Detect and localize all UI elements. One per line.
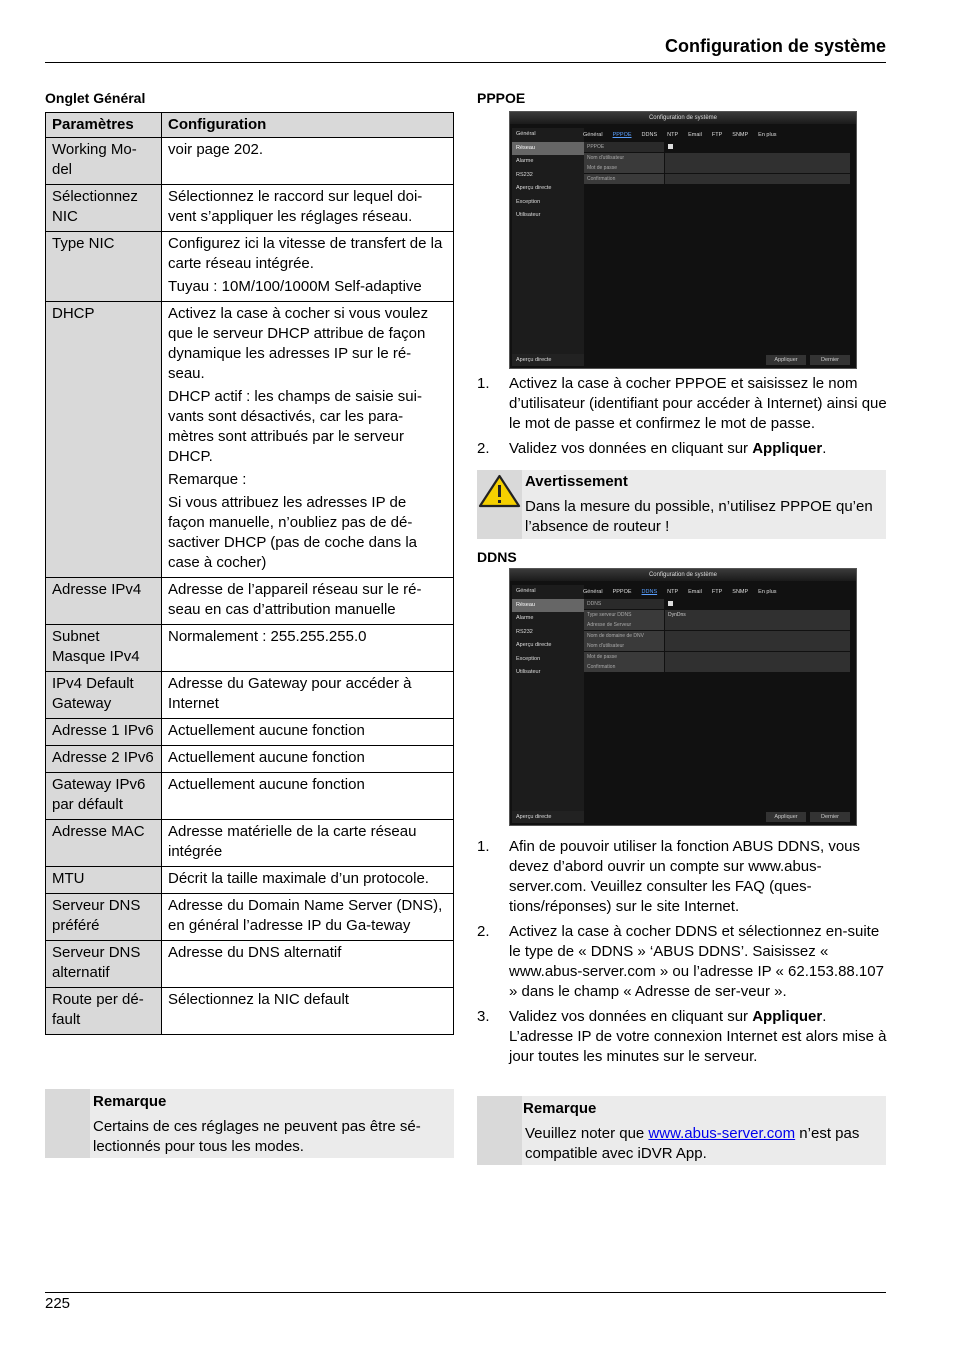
configuration-paragraph: Si vous attribuez les adresses IP de façon manuelle, n’oubliez pas de dé-sactiver DHCP (pas de coche dans la case à cocher): [168, 494, 418, 571]
screen-tab[interactable]: En plus: [758, 589, 777, 595]
parameter-cell: Adresse MAC: [46, 820, 162, 867]
form-label: Mot de passe: [584, 652, 664, 662]
form-field[interactable]: DynDns: [665, 610, 850, 620]
form-label: Nom d'utilisateur: [584, 153, 664, 163]
screen-tabs: [578, 586, 850, 598]
configuration-cell: [162, 185, 454, 232]
configuration-cell: [162, 232, 454, 302]
configuration-paragraph: DHCP actif : les champs de saisie sui-vants sont désactivés, car les para-mètres sont attribués par le serveur DHCP.: [168, 388, 422, 465]
screen-tab[interactable]: Général: [583, 132, 603, 138]
live-view-button[interactable]: Aperçu directe: [512, 354, 584, 366]
parameter-cell: Sélectionnez NIC: [46, 185, 162, 232]
form-field[interactable]: [665, 652, 850, 662]
configuration-cell: [162, 894, 454, 941]
right-note-text-post: n’est pas compatible avec iDVR App.: [525, 1125, 860, 1162]
sidebar-item[interactable]: Réseau: [512, 142, 584, 156]
configuration-paragraph: Sélectionnez le raccord sur lequel doi-vent s’appliquer les réglages réseau.: [168, 188, 423, 225]
screen-form: [584, 142, 850, 184]
header-rule: [45, 62, 886, 63]
enable-checkbox[interactable]: [668, 601, 673, 606]
table-row: [46, 894, 454, 941]
table-row: [46, 820, 454, 867]
form-row: [584, 142, 850, 152]
screen-tab[interactable]: FTP: [711, 589, 723, 595]
configuration-paragraph: Adresse du DNS alternatif: [168, 944, 342, 961]
back-button[interactable]: Dernier: [810, 812, 850, 822]
general-tab-heading: Onglet Général: [45, 90, 146, 106]
form-row: [584, 631, 850, 641]
step-text: Validez vos données en cliquant sur: [509, 1008, 753, 1025]
sidebar-item[interactable]: Alarme: [516, 158, 534, 164]
step-number: 3.: [477, 1008, 490, 1025]
form-field[interactable]: [665, 174, 850, 184]
form-field[interactable]: [665, 153, 850, 163]
apply-button[interactable]: Appliquer: [766, 355, 806, 365]
warning-box: [477, 470, 886, 539]
step-emphasis: Appliquer: [752, 1008, 823, 1025]
form-row: [584, 620, 850, 630]
screen-tab[interactable]: DDNS: [641, 132, 658, 138]
sidebar-item[interactable]: RS232: [516, 171, 533, 178]
parameter-cell: Adresse 2 IPv6: [46, 746, 162, 773]
live-view-button[interactable]: Aperçu directe: [512, 811, 584, 823]
configuration-cell: [162, 138, 454, 185]
form-label: Nom de domaine de DNV: [584, 631, 664, 641]
parameter-cell: Serveur DNS préféré: [46, 894, 162, 941]
configuration-cell: [162, 820, 454, 867]
sidebar-item[interactable]: Exception: [516, 655, 541, 662]
table-row: [46, 625, 454, 672]
right-note-box: [477, 1096, 886, 1165]
list-item: [477, 837, 887, 917]
step-number: 1.: [477, 375, 490, 392]
form-label: Confirmation: [584, 662, 664, 672]
table-row: [46, 988, 454, 1035]
configuration-paragraph: Sélectionnez la NIC default: [168, 991, 349, 1008]
form-checkbox-cell[interactable]: [665, 599, 850, 609]
sidebar-item[interactable]: Exception: [516, 198, 541, 205]
step-text: Activez la case à cocher PPPOE et saisissez le nom d’utilisateur (identifiant pour accéder à Internet) ainsi que le mot de passe et confirmez le mot de passe.: [509, 375, 887, 432]
sidebar-item[interactable]: RS232: [516, 628, 533, 635]
col-header-parameters: Paramètres: [46, 113, 162, 138]
right-note-text: [523, 1124, 878, 1164]
step-number: 2.: [477, 923, 490, 940]
form-field[interactable]: [665, 631, 850, 641]
step-text: Afin de pouvoir utiliser la fonction ABUS DDNS, vous devez d’abord ouvrir un compte sur www.abus-server.com. Veuillez consulter les FAQ (ques-tions/réponses) sur le site Internet.: [509, 838, 860, 915]
parameter-cell: Serveur DNS alternatif: [46, 941, 162, 988]
step-number: 2.: [477, 440, 490, 457]
table-row: [46, 672, 454, 719]
screen-bottom-bar: [512, 354, 854, 366]
sidebar-item[interactable]: Réseau: [512, 599, 584, 613]
screen-tab[interactable]: Général: [583, 589, 603, 595]
list-item: [477, 439, 887, 459]
form-field[interactable]: [665, 163, 850, 173]
form-label: Mot de passe: [584, 163, 664, 173]
note-icon: [477, 1096, 522, 1165]
configuration-paragraph: Adresse de l’appareil réseau sur le ré-seau en cas d’attribution manuelle: [168, 581, 422, 618]
list-item: [477, 922, 887, 1002]
warning-icon: [477, 470, 522, 539]
form-row: [584, 641, 850, 651]
table-row: [46, 138, 454, 185]
parameter-cell: MTU: [46, 867, 162, 894]
screen-tab[interactable]: En plus: [758, 132, 777, 138]
apply-button[interactable]: Appliquer: [766, 812, 806, 822]
screen-tab[interactable]: NTP: [667, 132, 679, 138]
header-title: Configuration de système: [664, 36, 886, 56]
right-note-title: Remarque: [523, 1100, 597, 1117]
configuration-cell: [162, 746, 454, 773]
note-icon: [45, 1089, 90, 1158]
configuration-cell: [162, 773, 454, 820]
step-text-end: . L’adresse IP de votre connexion Internet est alors mise à jour toutes les minutes sur le serveur.: [509, 1008, 887, 1065]
screen-tabs: [578, 129, 850, 141]
screen-tab[interactable]: PPPOE: [612, 132, 632, 138]
table-row: [46, 578, 454, 625]
configuration-paragraph: Activez la case à cocher si vous voulez que le serveur DHCP attribue de façon dynamique les adresses IP sur le ré-seau.: [168, 305, 429, 382]
configuration-cell: [162, 941, 454, 988]
form-field[interactable]: [665, 620, 850, 630]
screen-title: Configuration de système: [510, 569, 856, 581]
form-label: Nom d'utilisateur: [584, 641, 664, 651]
step-number: 1.: [477, 838, 490, 855]
parameter-cell: Route per dé-fault: [46, 988, 162, 1035]
table-row: [46, 746, 454, 773]
pppoe-heading: PPPOE: [477, 90, 526, 106]
sidebar-item[interactable]: Utilisateur: [516, 669, 541, 675]
ddns-heading: DDNS: [477, 549, 517, 565]
table-row: [46, 302, 454, 578]
screen-title: Configuration de système: [510, 112, 856, 124]
table-header-row: [46, 113, 454, 138]
screen-tab[interactable]: FTP: [711, 132, 723, 138]
step-text: Validez vos données en cliquant sur: [509, 440, 753, 457]
left-note-text: Certains de ces réglages ne peuvent pas être sé-lectionnés pour tous les modes.: [93, 1118, 421, 1155]
col-header-configuration: Configuration: [162, 113, 454, 138]
form-row: [584, 610, 850, 620]
table-row: [46, 185, 454, 232]
screen-tab[interactable]: SNMP: [732, 589, 749, 595]
screen-tab[interactable]: SNMP: [732, 132, 749, 138]
list-item: [477, 374, 887, 434]
table-row: [46, 773, 454, 820]
configuration-paragraph: Remarque :: [168, 471, 247, 488]
configuration-cell: [162, 578, 454, 625]
screen-tab[interactable]: Email: [688, 132, 702, 138]
form-label: Confirmation: [584, 174, 664, 184]
configuration-cell: [162, 988, 454, 1035]
configuration-paragraph: voir page 202.: [168, 141, 264, 158]
form-field[interactable]: [665, 641, 850, 651]
parameter-cell: DHCP: [46, 302, 162, 578]
table-row: [46, 941, 454, 988]
sidebar-item[interactable]: Utilisateur: [516, 212, 541, 218]
sidebar-item[interactable]: Général: [516, 131, 536, 137]
form-row: [584, 153, 850, 163]
configuration-paragraph: Tuyau : 10M/100/1000M Self-adaptive: [168, 278, 422, 295]
configuration-cell: [162, 867, 454, 894]
configuration-paragraph: Configurez ici la vitesse de transfert de la carte réseau intégrée.: [168, 235, 443, 272]
parameter-cell: Working Mo-del: [46, 138, 162, 185]
configuration-cell: [162, 625, 454, 672]
configuration-paragraph: Actuellement aucune fonction: [168, 722, 365, 739]
step-text-end: .: [822, 440, 827, 457]
parameter-cell: Subnet Masque IPv4: [46, 625, 162, 672]
table-row: [46, 232, 454, 302]
screen-sidebar: [512, 128, 584, 223]
form-row: [584, 652, 850, 662]
sidebar-item[interactable]: Aperçu directe: [516, 185, 552, 191]
form-label: PPPOE: [584, 142, 664, 152]
configuration-paragraph: Adresse du Domain Name Server (DNS), en général l’adresse IP du Ga-teway: [168, 897, 443, 934]
form-label: Adresse de Serveur: [584, 620, 664, 630]
parameter-cell: IPv4 Default Gateway: [46, 672, 162, 719]
configuration-cell: [162, 672, 454, 719]
left-note-title: Remarque: [93, 1093, 167, 1110]
form-row: [584, 599, 850, 609]
form-row: [584, 662, 850, 672]
sidebar-item[interactable]: Général: [516, 588, 536, 594]
left-note-box: [45, 1089, 454, 1158]
warning-title: Avertissement: [525, 473, 628, 490]
table-row: [46, 719, 454, 746]
warning-text: Dans la mesure du possible, n’utilisez PPPOE qu’en l’absence de routeur !: [525, 498, 873, 535]
step-emphasis: Appliquer: [752, 440, 823, 457]
list-item: [477, 1007, 887, 1067]
configuration-paragraph: Actuellement aucune fonction: [168, 776, 365, 793]
back-button[interactable]: Dernier: [810, 355, 850, 365]
screen-tab[interactable]: DDNS: [641, 589, 658, 595]
form-label: DDNS: [584, 599, 664, 609]
screen-form: [584, 599, 850, 673]
pppoe-steps: [477, 374, 887, 464]
enable-checkbox[interactable]: [668, 144, 673, 149]
step-text: Activez la case à cocher DDNS et sélectionnez en-suite le type de « DDNS » ‘ABUS DDNS’. Saisissez « www.abus-server.com » ou l’adresse IP « 62.153.88.107 » dans le champ « Adresse de ser-veur ».: [509, 923, 884, 1000]
configuration-cell: [162, 719, 454, 746]
screen-tab[interactable]: NTP: [667, 589, 679, 595]
form-checkbox-cell[interactable]: [665, 142, 850, 152]
form-row: [584, 163, 850, 173]
page-number: 225: [45, 1295, 71, 1312]
configuration-cell: [162, 302, 454, 578]
screen-tab[interactable]: PPPOE: [612, 589, 632, 595]
right-note-text-pre: Veuillez noter que: [525, 1125, 649, 1142]
ddns-screenshot: [509, 568, 857, 826]
sidebar-item[interactable]: Aperçu directe: [516, 642, 552, 648]
form-field[interactable]: [665, 662, 850, 672]
configuration-paragraph: Décrit la taille maximale d’un protocole.: [168, 870, 429, 887]
configuration-paragraph: Adresse du Gateway pour accéder à Internet: [168, 675, 412, 712]
parameter-cell: Adresse IPv4: [46, 578, 162, 625]
parameter-cell: Gateway IPv6 par défault: [46, 773, 162, 820]
parameters-table: [45, 112, 454, 1035]
configuration-paragraph: Normalement : 255.255.255.0: [168, 628, 367, 645]
pppoe-screenshot: [509, 111, 857, 369]
ddns-steps: [477, 837, 887, 1072]
configuration-paragraph: Actuellement aucune fonction: [168, 749, 365, 766]
table-row: [46, 867, 454, 894]
form-label: Type serveur DDNS: [584, 610, 664, 620]
left-column: [45, 90, 454, 1035]
abus-server-link[interactable]: www.abus-server.com: [648, 1125, 796, 1142]
screen-bottom-bar: [512, 811, 854, 823]
screen-tab[interactable]: Email: [688, 589, 702, 595]
sidebar-item[interactable]: Alarme: [516, 615, 534, 621]
footer-rule: [45, 1292, 886, 1293]
screen-sidebar: [512, 585, 584, 680]
parameter-cell: Adresse 1 IPv6: [46, 719, 162, 746]
configuration-paragraph: Adresse matérielle de la carte réseau intégrée: [168, 823, 417, 860]
parameter-cell: Type NIC: [46, 232, 162, 302]
form-row: [584, 174, 850, 184]
